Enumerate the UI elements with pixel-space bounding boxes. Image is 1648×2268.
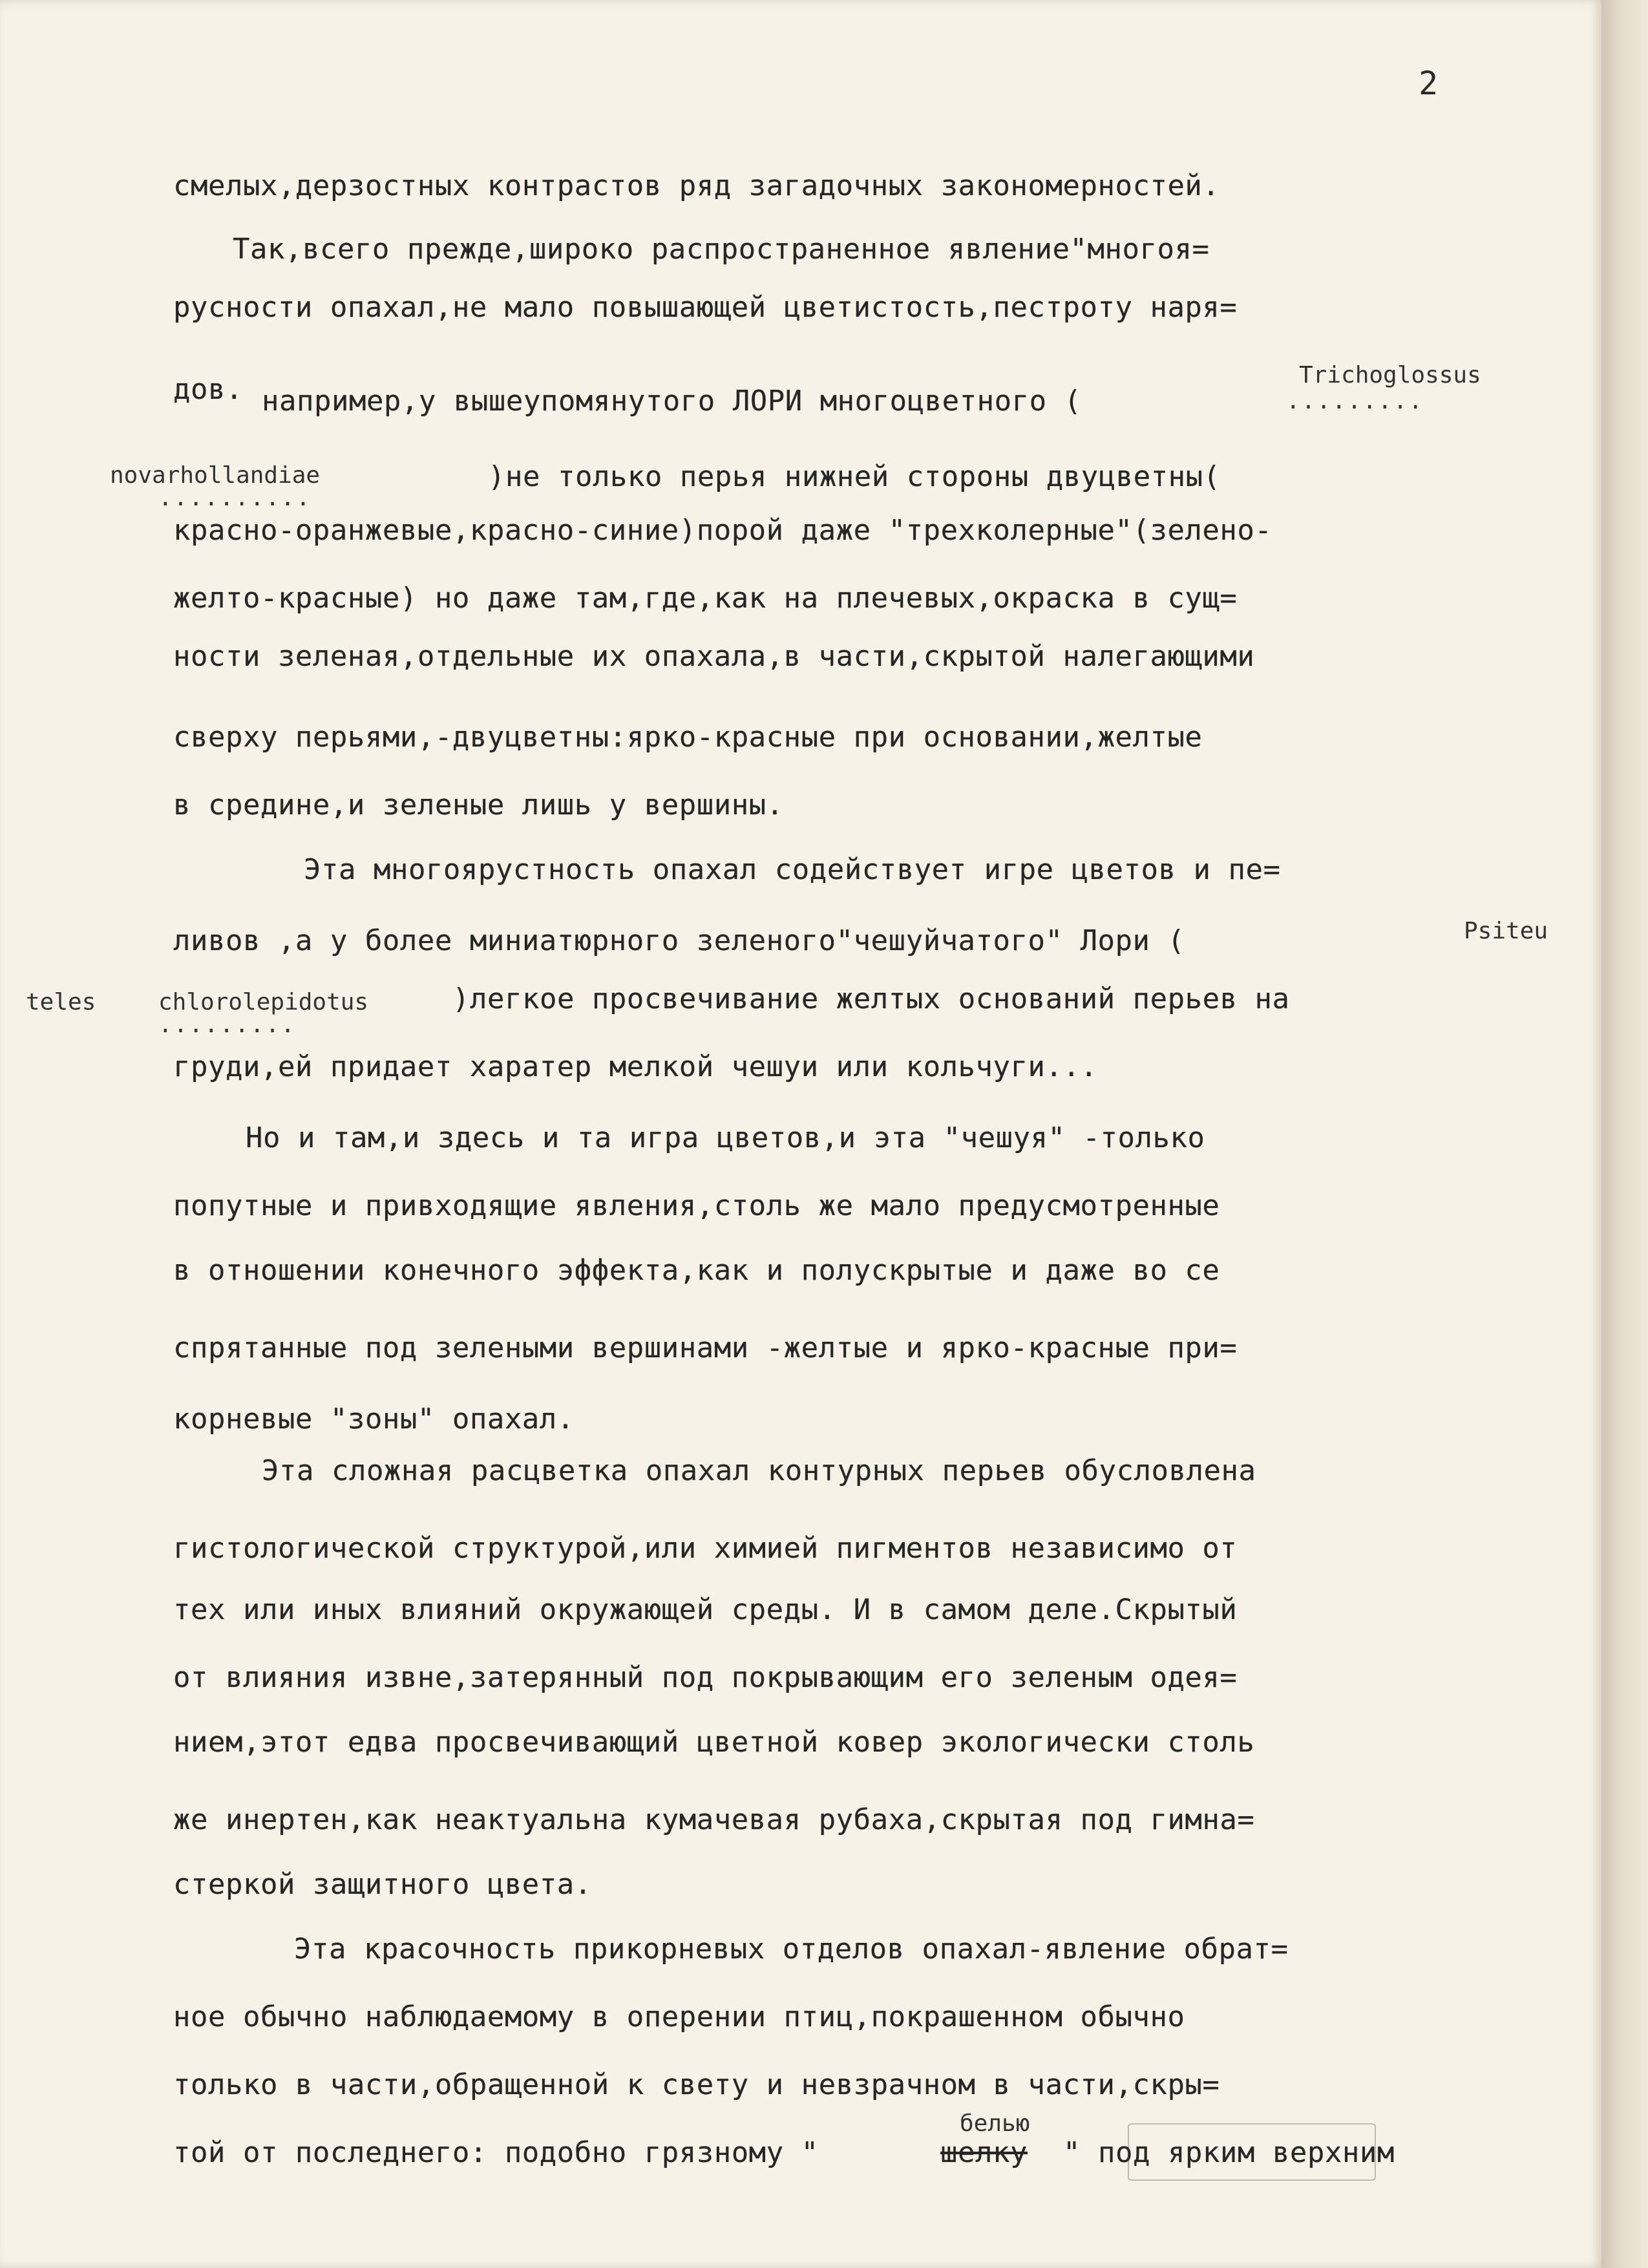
text-line-27: стеркой защитного цвета. xyxy=(173,1868,592,1901)
text-line-11: в средине,и зеленые лишь у вершины. xyxy=(173,789,784,821)
text-line-31: той от последнего: подобно грязному " xyxy=(173,2136,819,2169)
text-line-26: же инертен,как неактуальна кумачевая рубаха,скрытая под гимна= xyxy=(173,1803,1255,1836)
text-line-18: в отношении конечного эффекта,как и полускрытые и даже во се xyxy=(173,1254,1220,1287)
text-line-9: ности зеленая,отдельные их опахала,в части,скрытой налегающими xyxy=(173,640,1255,673)
text-line-8: желто-красные) но даже там,где,как на плечевых,окраска в сущ= xyxy=(173,582,1238,615)
dotted-placeholder: ......... xyxy=(158,1012,297,1038)
dotted-placeholder: .......... xyxy=(158,485,312,511)
struck-word: шелку xyxy=(940,2136,1028,2169)
text-line-13: ливов ,а у более миниатюрного зеленого"чешуйчатого" Лори ( xyxy=(173,924,1185,957)
faint-stamp xyxy=(1128,2123,1376,2181)
text-line-7: красно-оранжевые,красно-синие)порой даже "трехколерные"(зелено- xyxy=(173,514,1273,547)
text-line-16: Но и там,и здесь и та игра цветов,и эта "чешуя" -только xyxy=(246,1121,1205,1154)
text-line-20: корневые "зоны" опахал. xyxy=(173,1403,575,1436)
text-line-21: Эта сложная расцветка опахал контурных перьев обусловлена xyxy=(262,1454,1256,1487)
dotted-placeholder: ......... xyxy=(1286,388,1424,414)
text-line-22: гистологической структурой,или химией пигментов независимо от xyxy=(173,1532,1238,1565)
text-line-14: )легкое просвечивание желтых оснований перьев на xyxy=(452,982,1290,1015)
text-line-15: груди,ей придает харатер мелкой чешуи или кольчуги... xyxy=(173,1050,1098,1083)
text-line-1: смелых,дерзостных контрастов ряд загадочных закономерностей. xyxy=(173,169,1220,202)
page-number: 2 xyxy=(1419,65,1439,102)
handwritten-insert-trichoglossus: Trichoglossus xyxy=(1299,362,1481,388)
text-line-5: например,у вышеупомянутого ЛОРИ многоцветного ( xyxy=(262,385,1082,418)
handwritten-insert-psitteu: Psiteu xyxy=(1464,918,1548,944)
handwritten-insert-novarhollandiae: novarhollandiae xyxy=(110,462,321,489)
page-edge-shadow xyxy=(1601,0,1648,2268)
text-line-12: Эта многоярустность опахал содействует игре цветов и пе= xyxy=(304,853,1281,886)
text-line-10: сверху перьями,-двуцветны:ярко-красные при основании,желтые xyxy=(173,721,1203,754)
text-line-25: нием,этот едва просвечивающий цветной ковер экологически столь xyxy=(173,1726,1255,1759)
handwritten-insert-teles: teles xyxy=(26,989,96,1015)
text-line-2: Так,всего прежде,широко распространенное явление"многоя= xyxy=(233,233,1210,266)
text-line-23: тех или иных влияний окружающей среды. И в самом деле.Скрытый xyxy=(173,1593,1238,1626)
text-line-4: дов. xyxy=(173,373,243,406)
text-line-3: русности опахал,не мало повышающей цветистость,пестроту наря= xyxy=(173,291,1238,324)
text-line-29: ное обычно наблюдаемому в оперении птиц,покрашенном обычно xyxy=(173,2000,1185,2033)
text-line-24: от влияния извне,затерянный под покрывающим его зеленым одея= xyxy=(173,1661,1238,1694)
text-line-30: только в части,обращенной к свету и невзрачном в части,скры= xyxy=(173,2068,1220,2101)
text-line-28: Эта красочность прикорневых отделов опахал-явление обрат= xyxy=(294,1933,1289,1966)
handwritten-insert-belyu: белью xyxy=(960,2110,1030,2137)
text-line-19: спрятанные под зелеными вершинами -желтые и ярко-красные при= xyxy=(173,1331,1238,1364)
text-line-6: )не только перья нижней стороны двуцветны( xyxy=(488,460,1221,493)
text-line-17: попутные и привходящие явления,столь же мало предусмотренные xyxy=(173,1189,1220,1222)
handwritten-insert-chlorolepidotus: chlorolepidotus xyxy=(158,989,369,1015)
text-line-32: " под ярким верхним xyxy=(1063,2136,1395,2169)
